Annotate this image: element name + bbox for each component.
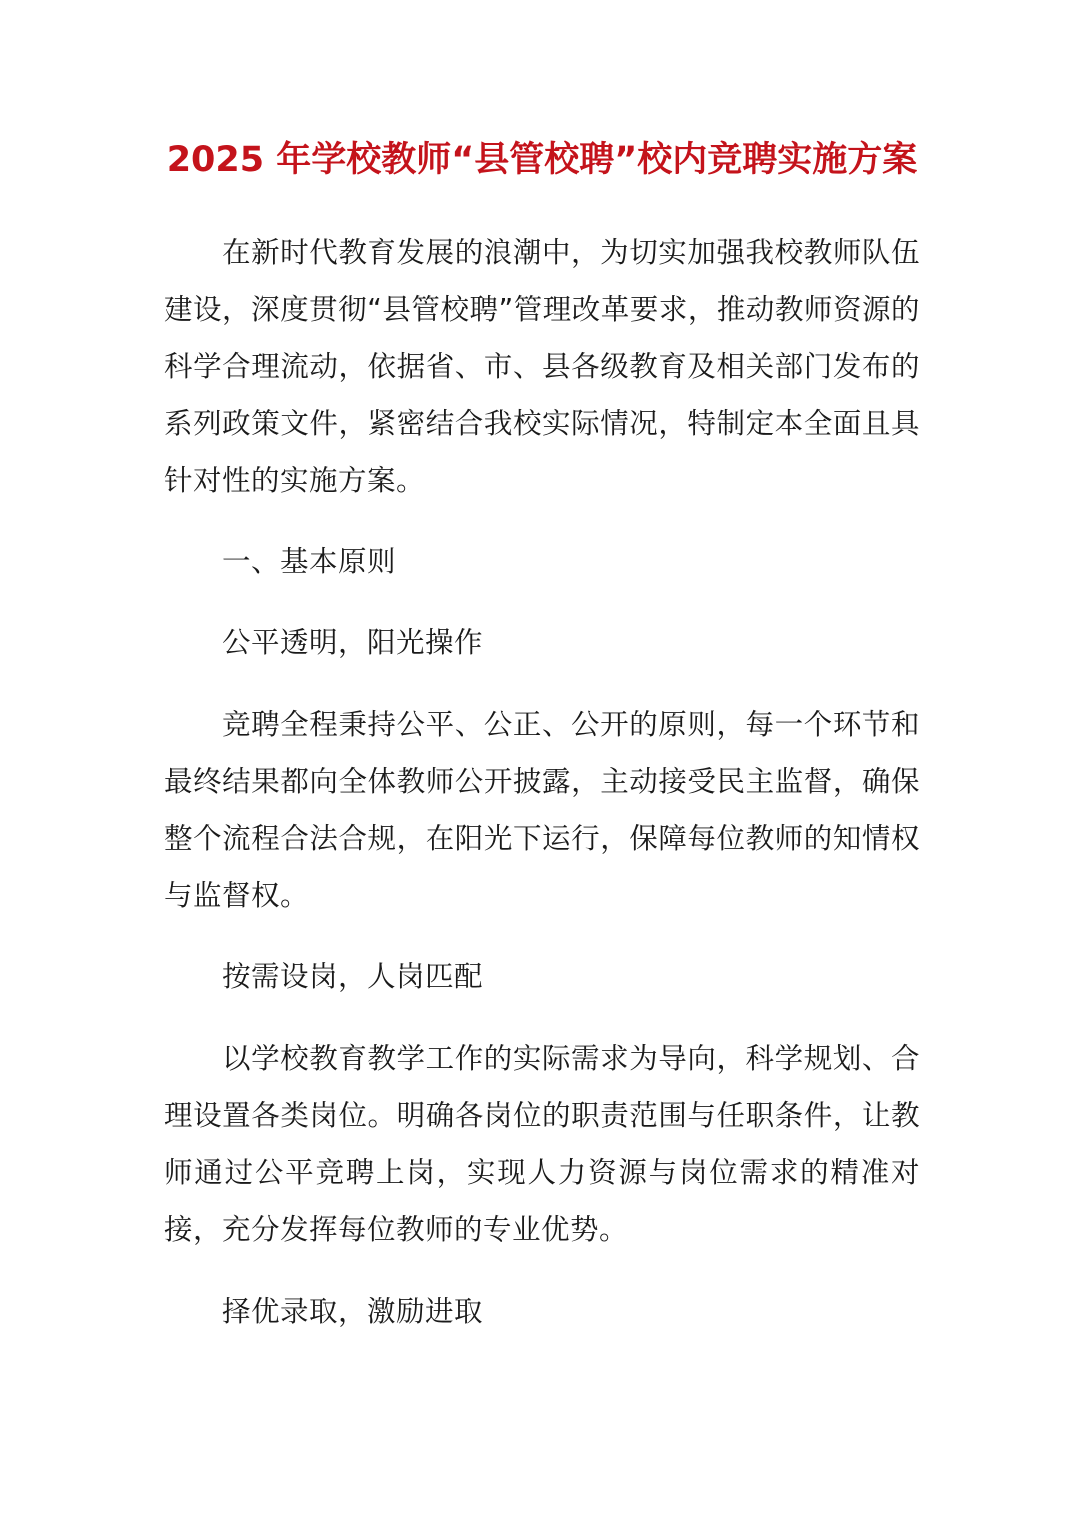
document-title: 2025 年学校教师“县管校聘”校内竞聘实施方案: [166, 140, 918, 180]
principle-heading-fairness: 公平透明，阳光操作: [222, 626, 484, 659]
principle-body-need-based: 以学校教育教学工作的实际需求为导向，科学规划、合理设置各类岗位。明确各岗位的职责范围与任职条件，让教师通过公平竞聘上岗，实现人力资源与岗位需求的精准对接，充分发挥每位教师的专业优势。: [164, 1042, 920, 1246]
principle-heading-need-based: 按需设岗，人岗匹配: [222, 960, 484, 993]
principle-heading-merit: 择优录取，激励进取: [222, 1295, 484, 1328]
principle-body-fairness: 竞聘全程秉持公平、公正、公开的原则，每一个环节和最终结果都向全体教师公开披露，主动接受民主监督，确保整个流程合法合规，在阳光下运行，保障每位教师的知情权与监督权。: [164, 708, 920, 912]
section-heading-basic-principles: 一、基本原则: [222, 545, 397, 578]
intro-paragraph: 在新时代教育发展的浪潮中，为切实加强我校教师队伍建设，深度贯彻“县管校聘”管理改革要求，推动教师资源的科学合理流动，依据省、市、县各级教育及相关部门发布的系列政策文件，紧密结合我校实际情况，特制定本全面且具针对性的实施方案。: [164, 236, 920, 497]
